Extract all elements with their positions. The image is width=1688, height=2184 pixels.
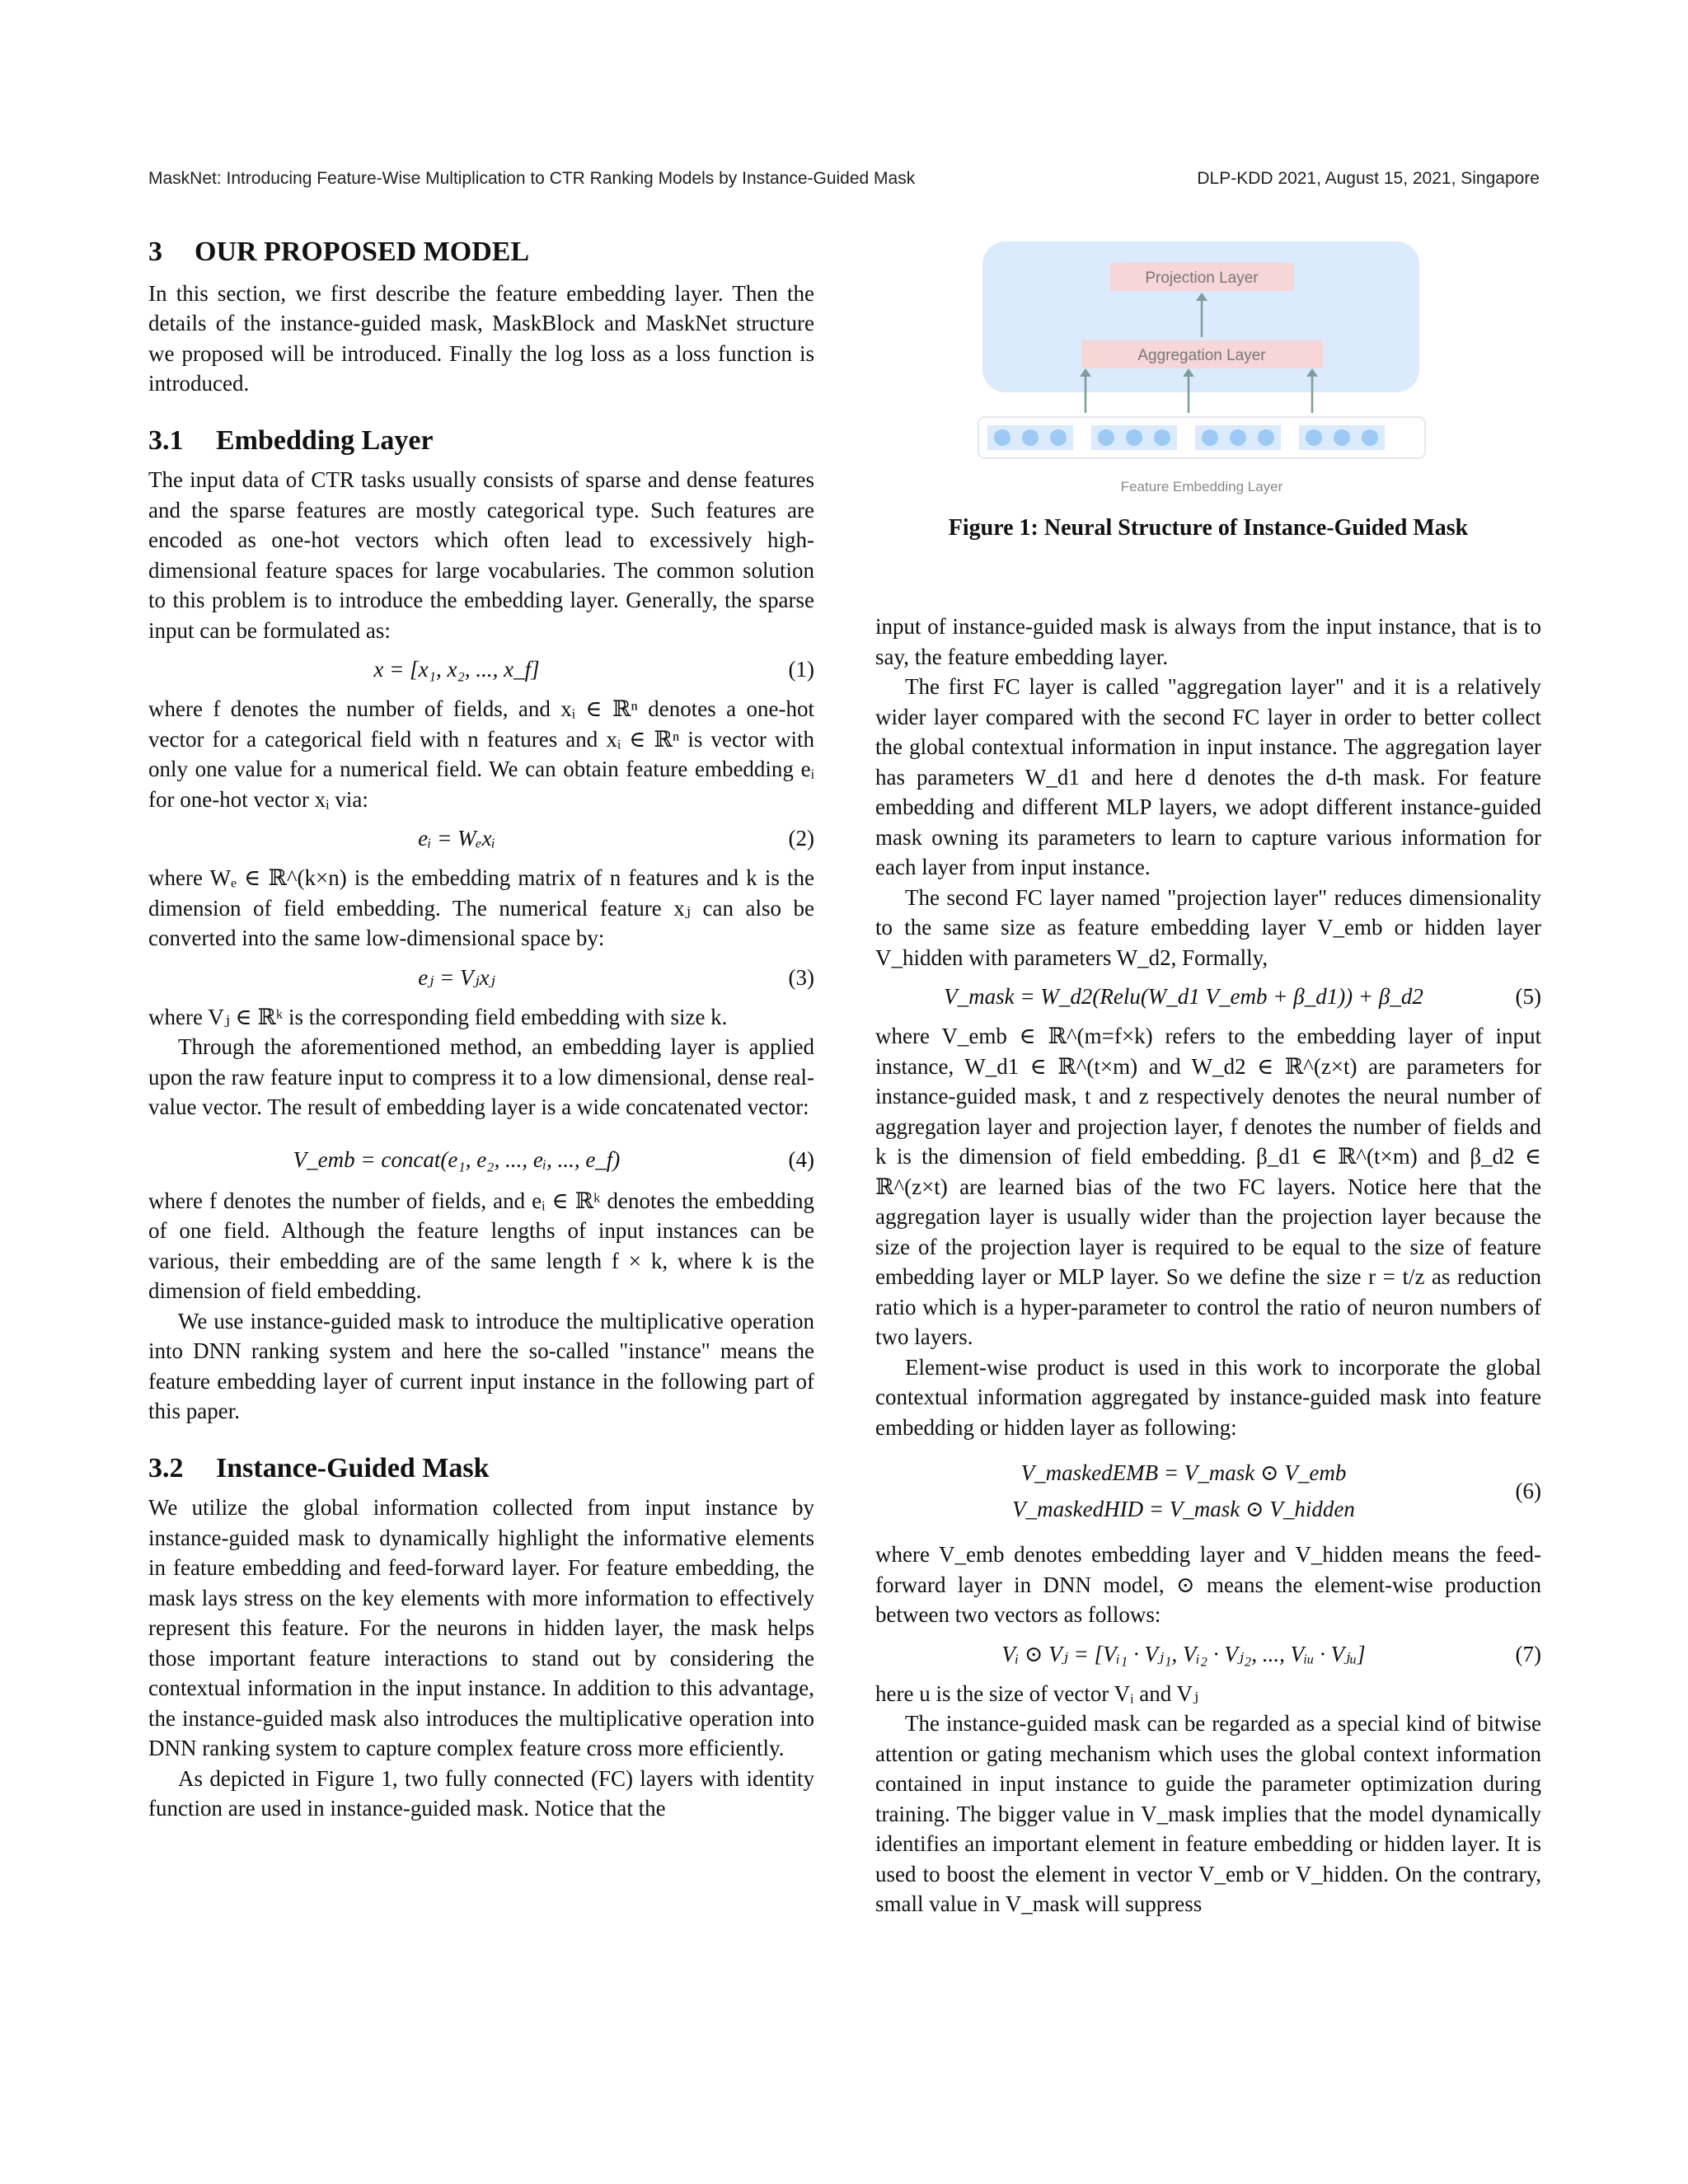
section-3-intro: In this section, we first describe the feature embedding layer. Then the details of the instance-guided mask, MaskBlock and MaskNet structure we proposed will be introduced. Finally the log loss as a loss function is introduced. (148, 280, 814, 396)
equation-2-body: eᵢ = Wₑxᵢ (418, 826, 495, 851)
paragraph: The input data of CTR tasks usually consists of sparse and dense features and the sparse features are mostly categorical type. Such features are encoded as one-hot vectors which often lead to excessively high-dimensional feature spaces for large vocabularies. The common solution to this problem is to introduce the embedding layer. Generally, the sparse input can be formulated as: (148, 467, 814, 643)
section-3-title: OUR PROPOSED MODEL (195, 237, 530, 267)
section-3-2-heading (148, 1451, 814, 1487)
equation-6 (875, 1454, 1541, 1528)
paragraph: where Vⱼ ∈ ℝᵏ is the corresponding field embedding with size k. (148, 1004, 728, 1029)
equation-6a: V_maskedEMB = V_mask ⊙ V_emb (1020, 1460, 1347, 1485)
equation-1 (148, 657, 814, 682)
equation-4-body: V_emb = concat(e₁, e₂, ..., eᵢ, ..., e_f) (293, 1146, 621, 1172)
paragraph: Through the aforementioned method, an embedding layer is applied upon the raw feature input to compress it to a low dimensional, dense real-value vector. The result of embedding layer is a wide concatenated vector: (148, 1034, 814, 1119)
embedding-dot (1230, 429, 1246, 446)
embedding-dot (1258, 429, 1274, 446)
equation-1-body: x = [x₁, x₂, ..., x_f] (373, 657, 540, 682)
section-3-2-number: 3.2 (148, 1452, 184, 1483)
aggregation-layer-label: Aggregation Layer (1137, 347, 1266, 364)
equation-4 (148, 1147, 814, 1173)
paragraph: We use instance-guided mask to introduce the multiplicative operation into DNN ranking system and here the so-called "instance" means the feature embedding layer of current input instance in the following part of this paper. (148, 1308, 814, 1423)
equation-7-body: Vᵢ ⊙ Vⱼ = [Vᵢ₁ · Vⱼ₁, Vᵢ₂ · Vⱼ₂, ..., Vᵢᵤ · Vⱼᵤ] (1001, 1641, 1366, 1666)
equation-3 (148, 965, 814, 991)
section-3-heading (148, 235, 814, 270)
equation-3-body: eⱼ = Vⱼxⱼ (418, 964, 495, 990)
equation-6b: V_maskedHID = V_mask ⊙ V_hidden (1012, 1497, 1355, 1521)
mask-structure-diagram (875, 235, 1541, 507)
embedding-dot (1202, 429, 1218, 446)
equation-6-number: (6) (1515, 1478, 1541, 1503)
equation-6-stack (875, 1455, 1492, 1527)
section-3-1-number: 3.1 (148, 424, 184, 456)
paragraph: The instance-guided mask can be regarded as a special kind of bitwise attention or gating mechanism which uses the global context information contained in input instance to guide the parameter optimization during training. The bigger value in V_mask implies that the model dynamically identifies an important element in feature embedding or hidden layer. It is used to boost the element in vector V_emb or V_hidden. On the contrary, small value in V_mask will suppress (875, 1711, 1541, 1916)
paragraph: where f denotes the number of fields, and xᵢ ∈ ℝⁿ denotes a one-hot vector for a categorical field with n features and xᵢ ∈ ℝⁿ is vector with only one value for a numerical field. We can obtain feature embedding eᵢ for one-hot vector xᵢ via: (148, 696, 814, 812)
figure-1 (875, 235, 1541, 541)
figure-1-caption: Figure 1: Neural Structure of Instance-Guided Mask (948, 515, 1469, 541)
embedding-dot (1306, 429, 1322, 446)
paragraph: As depicted in Figure 1, two fully connected (FC) layers with identity function are used in instance-guided mask. Notice that the (148, 1765, 814, 1821)
paragraph: Element-wise product is used in this work to incorporate the global contextual information aggregated by instance-guided mask into feature embedding or hidden layer as following: (875, 1354, 1541, 1440)
paragraph: We utilize the global information collected from input instance by instance-guided mask to dynamically highlight the informative elements in feature embedding and feed-forward layer. For feature embedding, the mask lays stress on the key elements with more information to effectively represent this feature. For the neurons in hidden layer, the mask helps those important feature interactions to stand out by considering the contextual information in the input instance. In addition to this advantage, the instance-guided mask also introduces the multiplicative operation into DNN ranking system to capture complex feature cross more efficiently. (148, 1495, 814, 1760)
equation-6-body (875, 1455, 1492, 1527)
figure-1-diagram (875, 235, 1541, 507)
embedding-dot (994, 429, 1010, 446)
embedding-dot (1154, 429, 1170, 446)
paragraph: where V_emb denotes embedding layer and V_hidden means the feed-forward layer in DNN model, ⊙ means the element-wise production between two vectors as follows: (875, 1542, 1541, 1627)
equation-5 (875, 984, 1541, 1010)
right-column (875, 235, 1541, 1919)
embedding-dot (1334, 429, 1350, 446)
paragraph: where V_emb ∈ ℝ^(m=f×k) refers to the embedding layer of input instance, W_d1 ∈ ℝ^(t×m) and W_d2 ∈ ℝ^(z×t) are parameters for instance-guided mask, t and z respectively denotes the neural number of aggregation layer and projection layer, f denotes the number of fields and k is the dimension of field embedding. β_d1 ∈ ℝ^(t×m) and β_d2 ∈ ℝ^(z×t) are learned bias of the two FC layers. Notice here that the aggregation layer is usually wider than the projection layer because the size of the projection layer is required to be equal to the size of feature embedding layer or MLP layer. So we define the size r = t/z as reduction ratio which is a hyper-parameter to control the ratio of neuron numbers of two layers. (875, 1024, 1541, 1349)
left-column (148, 235, 814, 1824)
equation-4-number: (4) (788, 1146, 814, 1172)
equation-1-number: (1) (788, 657, 814, 682)
equation-3-number: (3) (788, 964, 814, 990)
equation-2-number: (2) (788, 826, 814, 851)
equation-5-number: (5) (1515, 984, 1541, 1009)
section-3-1-title: Embedding Layer (216, 424, 434, 456)
equation-7 (875, 1642, 1541, 1667)
section-3-1-heading (148, 424, 814, 459)
paragraph: input of instance-guided mask is always from the input instance, that is to say, the feature embedding layer. (875, 614, 1541, 669)
header-venue: DLP-KDD 2021, August 15, 2021, Singapore (1197, 169, 1540, 188)
projection-layer-label: Projection Layer (1145, 269, 1259, 287)
paragraph: where Wₑ ∈ ℝ^(k×n) is the embedding matrix of n features and k is the dimension of field embedding. The numerical feature xⱼ can also be converted into the same low-dimensional space by: (148, 865, 814, 950)
paragraph: The first FC layer is called "aggregation layer" and it is a relatively wider layer compared with the second FC layer in order to better collect the global contextual information in input instance. The aggregation layer has parameters W_d1 and here d denotes the d-th mask. For feature embedding and different MLP layers, we adopt different instance-guided mask owning its parameters to learn to capture various information for each layer from input instance. (875, 674, 1541, 879)
section-3-number: 3 (148, 237, 162, 267)
embedding-dot (1362, 429, 1378, 446)
embedding-dot (1050, 429, 1067, 446)
running-header (148, 169, 1540, 189)
paragraph: The second FC layer named "projection layer" reduces dimensionality to the same size as feature embedding layer V_emb or hidden layer V_hidden with parameters W_d2, Formally, (875, 884, 1541, 970)
paragraph: where f denotes the number of fields, and eᵢ ∈ ℝᵏ denotes the embedding of one field. Although the feature lengths of input instances can be various, their embedding are of the same length f × k, where k is the dimension of field embedding. (148, 1188, 814, 1303)
equation-5-body: V_mask = W_d2(Relu(W_d1 V_emb + β_d1)) + β_d2 (944, 984, 1423, 1009)
embedding-dot (1126, 429, 1142, 446)
header-title: MaskNet: Introducing Feature-Wise Multiplication to CTR Ranking Models by Instance-Guided Mask (148, 169, 916, 188)
equation-7-number: (7) (1515, 1641, 1541, 1666)
embedding-dot (1098, 429, 1114, 446)
paragraph: here u is the size of vector Vᵢ and Vⱼ (875, 1680, 1199, 1706)
embedding-dot (1022, 429, 1039, 446)
embedding-layer-label: Feature Embedding Layer (1120, 479, 1283, 494)
equation-2 (148, 826, 814, 851)
section-3-2-title: Instance-Guided Mask (216, 1452, 490, 1483)
